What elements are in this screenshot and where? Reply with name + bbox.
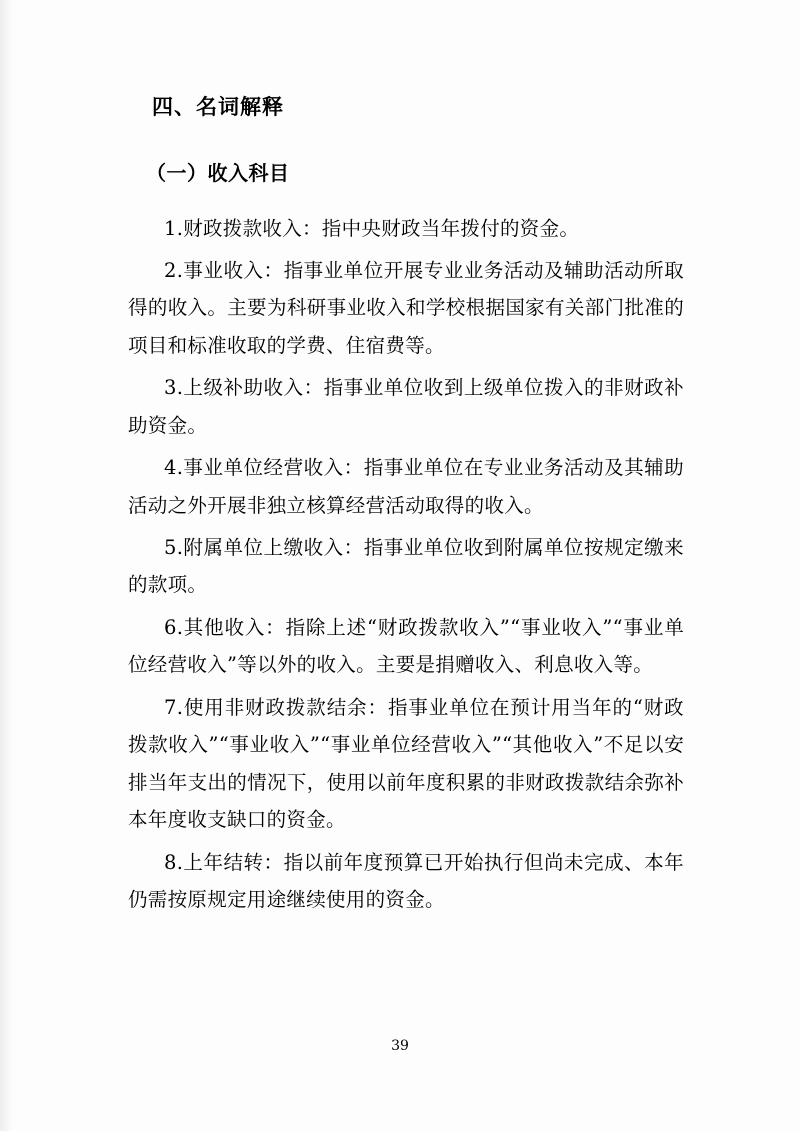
paragraph-1: 1.财政拨款收入：指中央财政当年拨付的资金。 [164, 216, 580, 240]
document-content [128, 92, 684, 923]
section-heading: 四、名词解释 [152, 95, 284, 119]
paragraph-5: 5.附属单位上缴收入：指事业单位收到附属单位按规定缴来的款项。 [128, 536, 684, 597]
paragraph-6: 6.其他收入：指除上述“财政拨款收入”“事业收入”“事业单位经营收入”等以外的收入。主要是捐赠收入、利息收入等。 [128, 615, 684, 677]
subsection-heading: （一）收入科目 [146, 160, 290, 185]
page-number: 39 [391, 1038, 409, 1054]
paragraph-2: 2.事业收入：指事业单位开展专业业务活动及辅助活动所取得的收入。主要为科研事业收入和学校根据国家有关部门批准的项目和标准收取的学费、住宿费等。 [128, 258, 684, 357]
paragraph-3: 3.上级补助收入：指事业单位收到上级单位拨入的非财政补助资金。 [128, 376, 684, 437]
page-binding-edge [0, 0, 14, 1131]
paragraph-4: 4.事业单位经营收入：指事业单位在专业业务活动及其辅助活动之外开展非独立核算经营活动取得的收入。 [128, 456, 684, 517]
paragraph-8: 8.上年结转：指以前年度预算已开始执行但尚未完成、本年仍需按原规定用途继续使用的资金。 [128, 850, 684, 911]
paragraph-7: 7.使用非财政拨款结余：指事业单位在预计用当年的“财政拨款收入”“事业收入”“事业单位经营收入”“其他收入”不足以安排当年支出的情况下，使用以前年度积累的非财政拨款结余弥补本年度收支缺口的资金。 [128, 695, 684, 832]
